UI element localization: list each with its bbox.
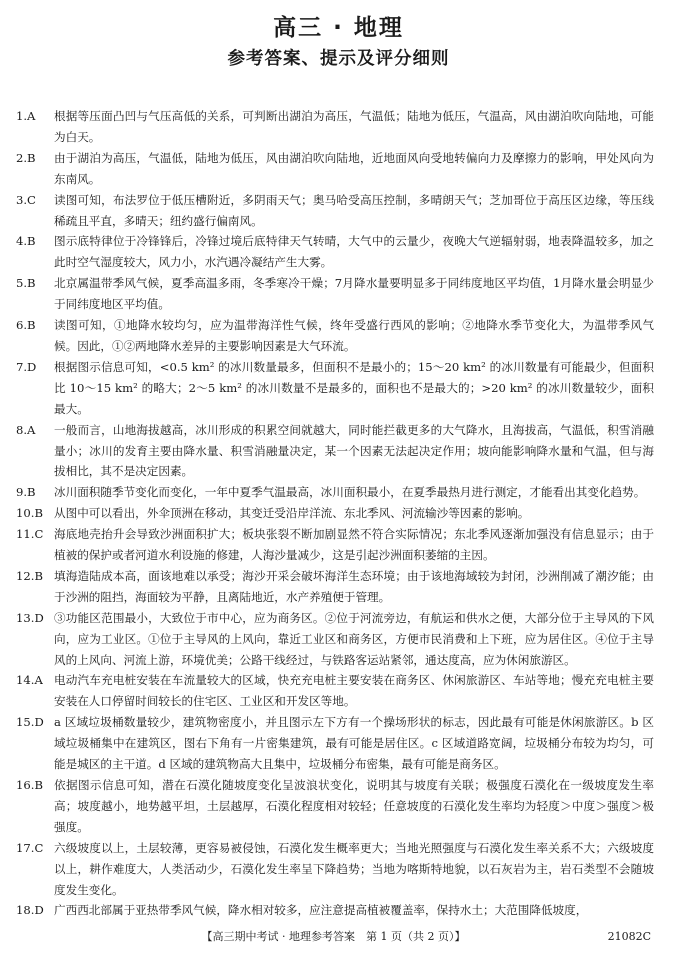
answer-item — [16, 524, 654, 566]
answer-list — [16, 106, 654, 921]
answer-item — [16, 670, 654, 712]
answer-item — [16, 190, 654, 232]
answer-item — [16, 106, 654, 148]
footer-doc-code: 21082C — [607, 930, 651, 943]
answer-item — [16, 273, 654, 315]
answer-number: 5.B — [16, 276, 36, 291]
answer-number: 16.B — [16, 778, 43, 792]
answer-item — [16, 712, 654, 775]
answer-item — [16, 608, 654, 671]
answer-item — [16, 503, 654, 524]
answer-number: 9.B — [16, 485, 36, 500]
answer-number: 11.C — [16, 527, 44, 542]
answer-number: 15.D — [16, 715, 44, 730]
answer-explanation: 由于湖泊为高压，气温低，陆地为低压，风由湖泊吹向陆地，近地面风向受地转偏向力及摩擦力的影响，甲处风向为东南风。 — [54, 150, 654, 186]
answer-number: 2.B — [16, 150, 36, 165]
answer-explanation: 读图可知，布法罗位于低压槽附近，多阴雨天气；奥马哈受高压控制，多晴朗天气；芝加哥位于高压区边缘，等压线稀疏且平直，多晴天；纽约盛行偏南风。 — [54, 192, 654, 228]
answer-number: 14.A — [16, 673, 43, 688]
answer-explanation: a 区域垃圾桶数量较少，建筑物密度小，并且图示左下方有一个操场形状的标志，因此最有可能是休闲旅游区。b 区域垃圾桶集中在建筑区，图右下角有一片密集建筑，最有可能是居住区。c 区域道路宽阔，垃圾桶分布较为均匀，可能是城区的主干道。d 区域的建筑物高大且集中，垃圾桶分布密集，最有可能是商务区。 — [54, 715, 654, 772]
answer-number: 8.A — [16, 422, 36, 437]
page-title: 高三 · 地理 — [273, 15, 404, 41]
page-subtitle: 参考答案、提示及评分细则 — [227, 49, 450, 69]
answer-number: 6.B — [16, 318, 36, 333]
answer-item — [16, 775, 654, 838]
answer-item — [16, 357, 654, 420]
answer-explanation: 根据图示信息可知，<0.5 km² 的冰川数量最多，但面积不是最小的；15～20 km² 的冰川数量有可能最少，但面积比 10～15 km² 的略大；2～5 km² 的冰川数量不是最多的，面积也不是最大的；>20 km² 的冰川数量较少，面积最大。 — [54, 359, 654, 416]
page-footer — [16, 929, 651, 945]
answer-explanation: 冰川面积随季节变化而变化，一年中夏季气温最高，冰川面积最小，在夏季最热月进行测定，才能看出其变化趋势。 — [54, 485, 646, 500]
answer-item — [16, 420, 654, 483]
answer-number: 12.B — [16, 568, 43, 583]
answer-explanation: 从图中可以看出，外伞顶洲在移动，其变迁受沿岸洋流、东北季风、河流输沙等因素的影响。 — [54, 506, 530, 521]
answer-explanation: 一般而言，山地海拔越高，冰川形成的积累空间就越大，同时能拦截更多的大气降水，且海拔高，气温低，积雪消融量小；冰川的发育主要由降水量、积雪消融量决定，某一个因素无法起决定作用；坡向能影响降水量和气温，但与海拔相比，其不是决定因素。 — [54, 422, 654, 479]
answer-number: 1.A — [16, 109, 36, 123]
answer-number: 13.D — [16, 610, 44, 625]
answer-item — [16, 315, 654, 357]
answer-number: 17.C — [16, 840, 44, 855]
answer-explanation: 六级坡度以上，土层较薄，更容易被侵蚀，石漠化发生概率更大；当地光照强度与石漠化发生率关系不大；六级坡度以上，耕作难度大，人类活动少，石漠化发生率呈下降趋势；当地为喀斯特地貌，以石灰岩为主，岩石类型不会随坡度发生变化。 — [54, 840, 654, 897]
answer-explanation: 图示底特律位于冷锋锋后，冷锋过境后底特律天气转晴，大气中的云量少，夜晚大气逆辐射弱，地表降温较多，加之此时空气湿度较大，风力小，水汽遇冷凝结产生大雾。 — [54, 234, 654, 270]
answer-explanation: 广西西北部属于亚热带季风气候，降水相对较多，应注意提高植被覆盖率，保持水土；大范围降低坡度， — [54, 903, 588, 918]
answer-explanation: ③功能区范围最小，大致位于市中心，应为商务区。②位于河流旁边，有航运和供水之便，大部分位于主导风的下风向，应为工业区。①位于主导风的上风向，靠近工业区和商务区，方便市民消费和上下班，应为居住区。④位于主导风的上风向、河流上游，环境优美；公路干线经过，与铁路客运站紧邻，通达度高，应为休闲旅游区。 — [54, 610, 654, 667]
answer-number: 7.D — [16, 359, 37, 374]
answer-number: 18.D — [16, 903, 44, 918]
footer-page-info: 【高三期中考试 · 地理参考答案 第 1 页（共 2 页）】 — [201, 930, 466, 943]
answer-item — [16, 482, 654, 503]
answer-number: 10.B — [16, 506, 43, 521]
answer-explanation: 依据图示信息可知，潜在石漠化随坡度变化呈波浪状变化，说明其与坡度有关联；极强度石漠化在一级坡度发生率高；坡度越小，地势越平坦，土层越厚，石漠化程度相对较轻；任意坡度的石漠化发生率均为轻度＞中度＞强度＞极强度。 — [54, 778, 654, 834]
answer-item — [16, 231, 654, 273]
answer-number: 4.B — [16, 234, 36, 249]
answer-item — [16, 838, 654, 901]
answer-explanation: 根据等压面凸凹与气压高低的关系，可判断出湖泊为高压，气温低；陆地为低压，气温高，风由湖泊吹向陆地，可能为白天。 — [54, 109, 654, 144]
answer-explanation: 海底地壳抬升会导致沙洲面积扩大；板块张裂不断加剧显然不符合实际情况；东北季风逐渐加强没有信息显示；由于植被的保护或者河道水利设施的修建，人海沙量减少，这是引起沙洲面积萎缩的主因。 — [54, 527, 654, 563]
answer-explanation: 北京属温带季风气候，夏季高温多雨，冬季寒冷干燥；7月降水量要明显多于同纬度地区平均值，1月降水量会明显少于同纬度地区平均值。 — [54, 276, 654, 312]
answer-explanation: 电动汽车充电桩安装在车流量较大的区域，快充充电桩主要安装在商务区、休闲旅游区、车站等地；慢充充电桩主要安装在人口停留时间较长的住宅区、工业区和开发区等地。 — [54, 673, 654, 709]
answer-explanation: 读图可知，①地降水较均匀，应为温带海洋性气候，终年受盛行西风的影响；②地降水季节变化大，为温带季风气候。因此，①②两地降水差异的主要影响因素是大气环流。 — [54, 318, 654, 353]
answer-explanation: 填海造陆成本高，面该地难以承受；海沙开采会破坏海洋生态环境；由于该地海域较为封闭，沙洲削减了潮汐能；由于沙洲的阻挡，海面较为平静，且离陆地近，水产养殖便于管理。 — [54, 568, 654, 604]
answer-number: 3.C — [16, 192, 36, 207]
answer-item — [16, 566, 654, 608]
answer-item — [16, 900, 654, 921]
answer-item — [16, 148, 654, 190]
